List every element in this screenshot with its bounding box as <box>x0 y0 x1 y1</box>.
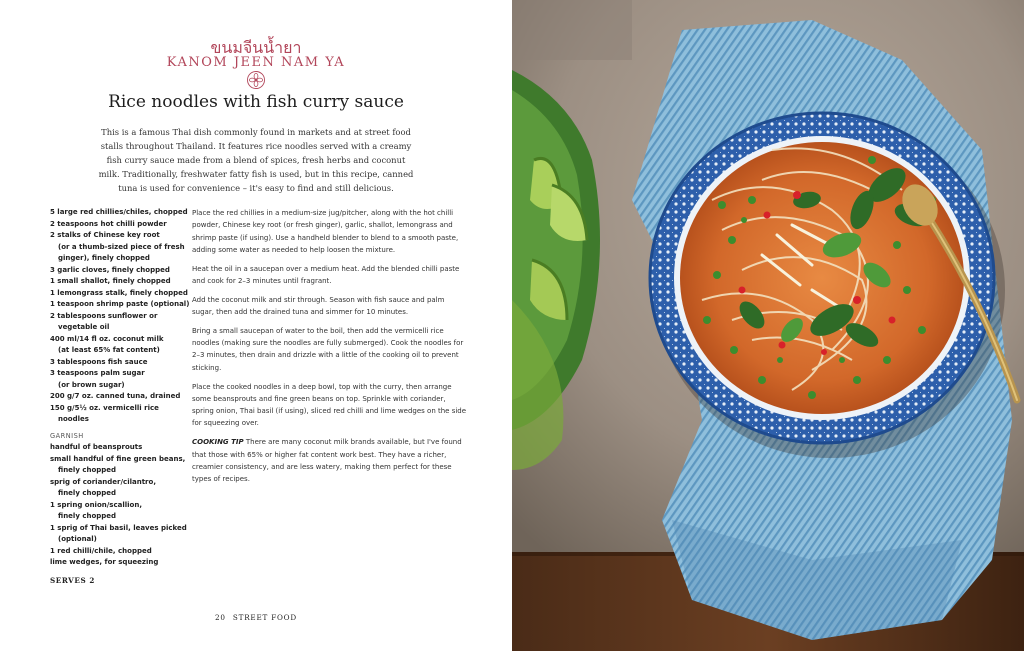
ingredient-item: 3 teaspoons palm sugar <box>50 369 145 377</box>
method-step: Bring a small saucepan of water to the boil, then add the vermicelli rice noodles (making sure the noodles are fully submerged). Cook the noodles for 2–3 minutes, then drain and drizzle with a little of the cooking oil to prevent sticking. <box>192 326 464 372</box>
page-number: 20 <box>215 613 226 622</box>
method-step: Place the red chillies in a medium-size jug/pitcher, along with the hot chilli powder, Chinese key root (or fresh ginger), garlic, shallot, lemongrass and shrimp paste (if using). Use a handheld blender to blend to a smooth paste, adding some water as needed to help loosen the mixture. <box>192 209 459 254</box>
ingredient-item: 3 garlic cloves, finely chopped <box>50 265 170 274</box>
cooking-tip-text: There are many coconut milk brands available, but I've found that those with 65% or higher fat content work best. They have a richer, creamier consistency, and are less watery, making them perfect for these types of recipes. <box>192 438 462 484</box>
ingredient-item: finely chopped <box>58 489 117 497</box>
cooking-tip <box>192 436 467 485</box>
ingredient-item: handful of beansprouts <box>50 443 143 451</box>
ingredient-item: (or brown sugar) <box>58 380 125 389</box>
ingredient-item: 3 tablespoons fish sauce <box>50 357 148 366</box>
ingredient-item: sprig of coriander/cilantro, <box>50 477 156 486</box>
ingredient-item: finely chopped <box>58 512 117 520</box>
ingredient-item: 1 small shallot, finely chopped <box>50 277 171 285</box>
romanized-recipe-name: KANOM JEEN NAM YA <box>166 55 346 70</box>
ingredient-item: small handful of fine green beans, <box>50 454 186 463</box>
ingredient-item: finely chopped <box>58 466 117 474</box>
ingredient-item: 150 g/5½ oz. vermicelli rice <box>50 403 159 412</box>
ingredient-item: 1 teaspoon shrimp paste (optional) <box>50 300 190 308</box>
garnish-heading: GARNISH <box>50 431 84 440</box>
ingredient-item: lime wedges, for squeezing <box>50 558 159 566</box>
ingredient-item: (optional) <box>58 535 97 543</box>
ingredient-item: noodles <box>58 415 89 423</box>
thai-recipe-name: ขนมจีนน้ำยา <box>210 38 302 57</box>
section-name: STREET FOOD <box>232 613 297 622</box>
recipe-title: Rice noodles with fish curry sauce <box>108 92 404 112</box>
ingredient-item: ginger), finely chopped <box>58 254 150 262</box>
method-step: Add the coconut milk and stir through. Season with fish sauce and palm sugar, then add the drained tuna and simmer for 10 minutes. <box>192 295 445 317</box>
ingredient-item: 5 large red chillies/chiles, chopped <box>50 208 188 216</box>
ingredient-item: 1 sprig of Thai basil, leaves picked <box>50 523 187 532</box>
ingredient-item: 200 g/7 oz. canned tuna, drained <box>50 392 181 400</box>
curry-noodle-bowl-photo <box>512 0 1024 651</box>
ingredient-item: 2 tablespoons sunflower or <box>50 311 158 320</box>
cooking-tip-label: COOKING TIP <box>192 438 244 447</box>
method-step: Place the cooked noodles in a deep bowl, top with the curry, then arrange some beansprouts and fine green beans on top. Sprinkle with coriander, spring onion, Thai basil (if using), sliced red chilli and lime wedges on the side for squeezing over. <box>192 382 467 428</box>
method-step: Heat the oil in a saucepan over a medium heat. Add the blended chilli paste and cook for 2–3 minutes until fragrant. <box>192 264 460 285</box>
method-section <box>192 207 467 492</box>
page-footer <box>0 613 512 622</box>
ingredient-item: 1 lemongrass stalk, finely chopped <box>50 288 188 297</box>
ingredient-item: 1 spring onion/scallion, <box>50 500 142 509</box>
flower-ornament-icon <box>246 70 266 90</box>
right-page <box>512 0 1024 651</box>
ingredient-item: 400 ml/14 fl oz. coconut milk <box>50 334 164 343</box>
ingredient-item: vegetable oil <box>58 323 110 331</box>
ingredient-item: (at least 65% fat content) <box>58 346 160 354</box>
ingredient-item: 2 teaspoons hot chilli powder <box>50 219 167 228</box>
ingredient-item: (or a thumb-sized piece of fresh <box>58 242 185 251</box>
ingredient-list <box>50 207 190 586</box>
serves-label: SERVES 2 <box>50 575 95 585</box>
recipe-intro: This is a famous Thai dish commonly found in markets and at street food stalls throughout Thailand. It features rice noodles served with a creamy fish curry sauce made from a blend of spices, fresh herbs and coconut milk. Traditionally, freshwater fatty fish is used, but in this recipe, canned tuna is used for convenience – it's easy to find and still delicious. <box>98 127 414 193</box>
ingredient-item: 1 red chilli/chile, chopped <box>50 546 152 555</box>
ingredient-item: 2 stalks of Chinese key root <box>50 231 160 239</box>
